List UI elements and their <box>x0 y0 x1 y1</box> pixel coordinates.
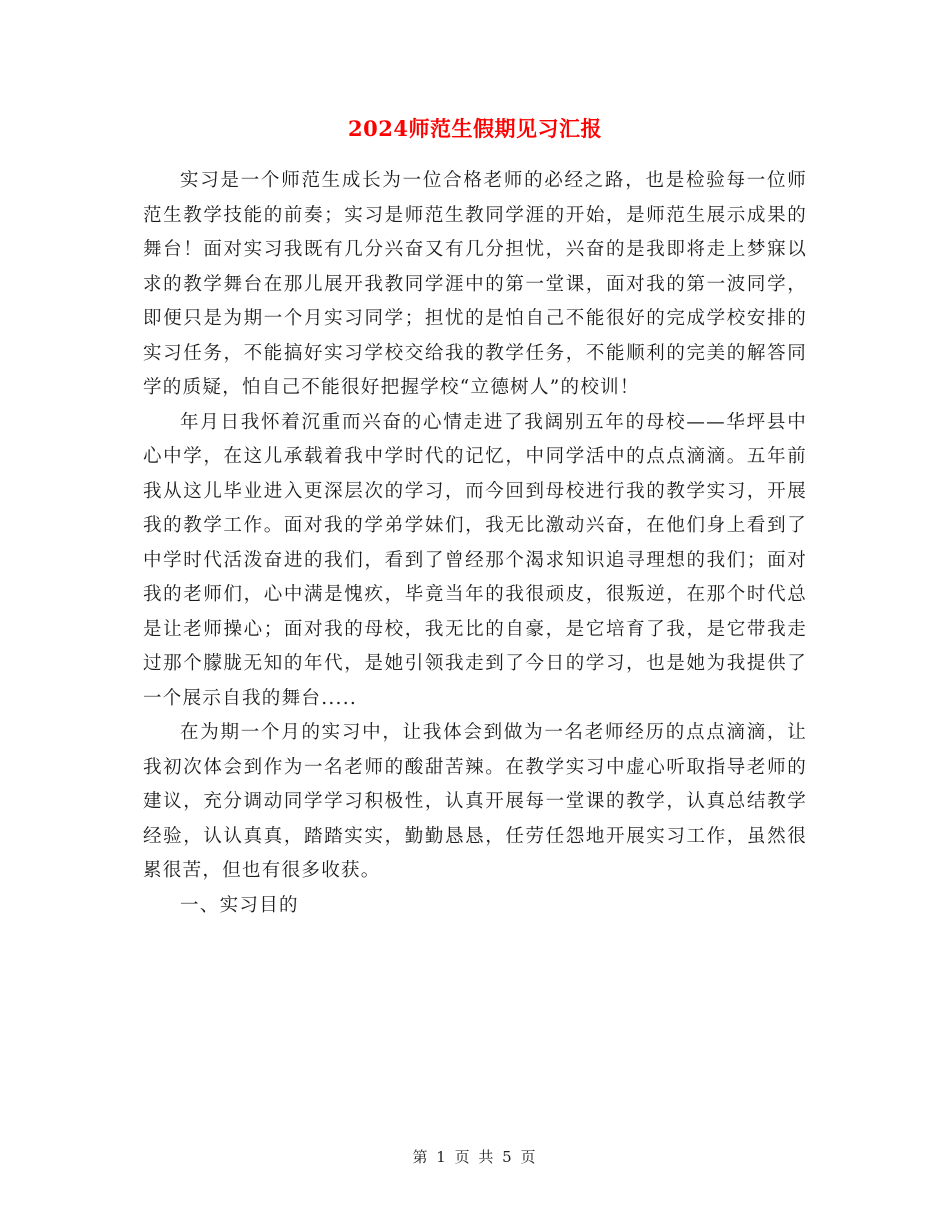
paragraph-2: 年月日我怀着沉重而兴奋的心情走进了我阔别五年的母校——华坪县中心中学，在这儿承载着我中学时代的记忆，中同学活中的点点滴滴。五年前我从这儿毕业进入更深层次的学习，而今回到母校进行我的教学实习，开展我的教学工作。面对我的学弟学妹们，我无比激动兴奋，在他们身上看到了中学时代活泼奋进的我们，看到了曾经那个渴求知识追寻理想的我们；面对我的老师们，心中满是愧疚，毕竟当年的我很顽皮，很叛逆，在那个时代总是让老师操心；面对我的母校，我无比的自豪，是它培育了我，是它带我走过那个朦胧无知的年代，是她引领我走到了今日的学习，也是她为我提供了一个展示自我的舞台..... <box>143 411 807 709</box>
paragraph-1: 实习是一个师范生成长为一位合格老师的必经之路，也是检验每一位师范生教学技能的前奏；实习是师范生教同学涯的开始，是师范生展示成果的舞台！面对实习我既有几分兴奋又有几分担忧，兴奋的是我即将走上梦寐以求的教学舞台在那儿展开我教同学涯中的第一堂课，面对我的第一波同学，即便只是为期一个月实习同学；担忧的是怕自己不能很好的完成学校安排的实习任务，不能搞好实习学校交给我的教学任务，不能顺利的完美的解答同学的质疑，怕自己不能很好把握学校“立德树人”的校训！ <box>143 170 807 398</box>
page-footer: 第 1 页 共 5 页 <box>412 1148 538 1166</box>
section-heading: 一、实习目的 <box>180 894 299 916</box>
document-title: 2024师范生假期见习汇报 <box>348 116 602 141</box>
paragraph-3: 在为期一个月的实习中，让我体会到做为一名老师经历的点点滴滴，让我初次体会到作为一名老师的酸甜苦辣。在教学实习中虚心听取指导老师的建议，充分调动同学学习积极性，认真开展每一堂课的教学，认真总结教学经验，认认真真，踏踏实实，勤勤恳恳，任劳任怨地开展实习工作，虽然很累很苦，但也有很多收获。 <box>143 722 807 881</box>
document-body <box>143 164 807 923</box>
